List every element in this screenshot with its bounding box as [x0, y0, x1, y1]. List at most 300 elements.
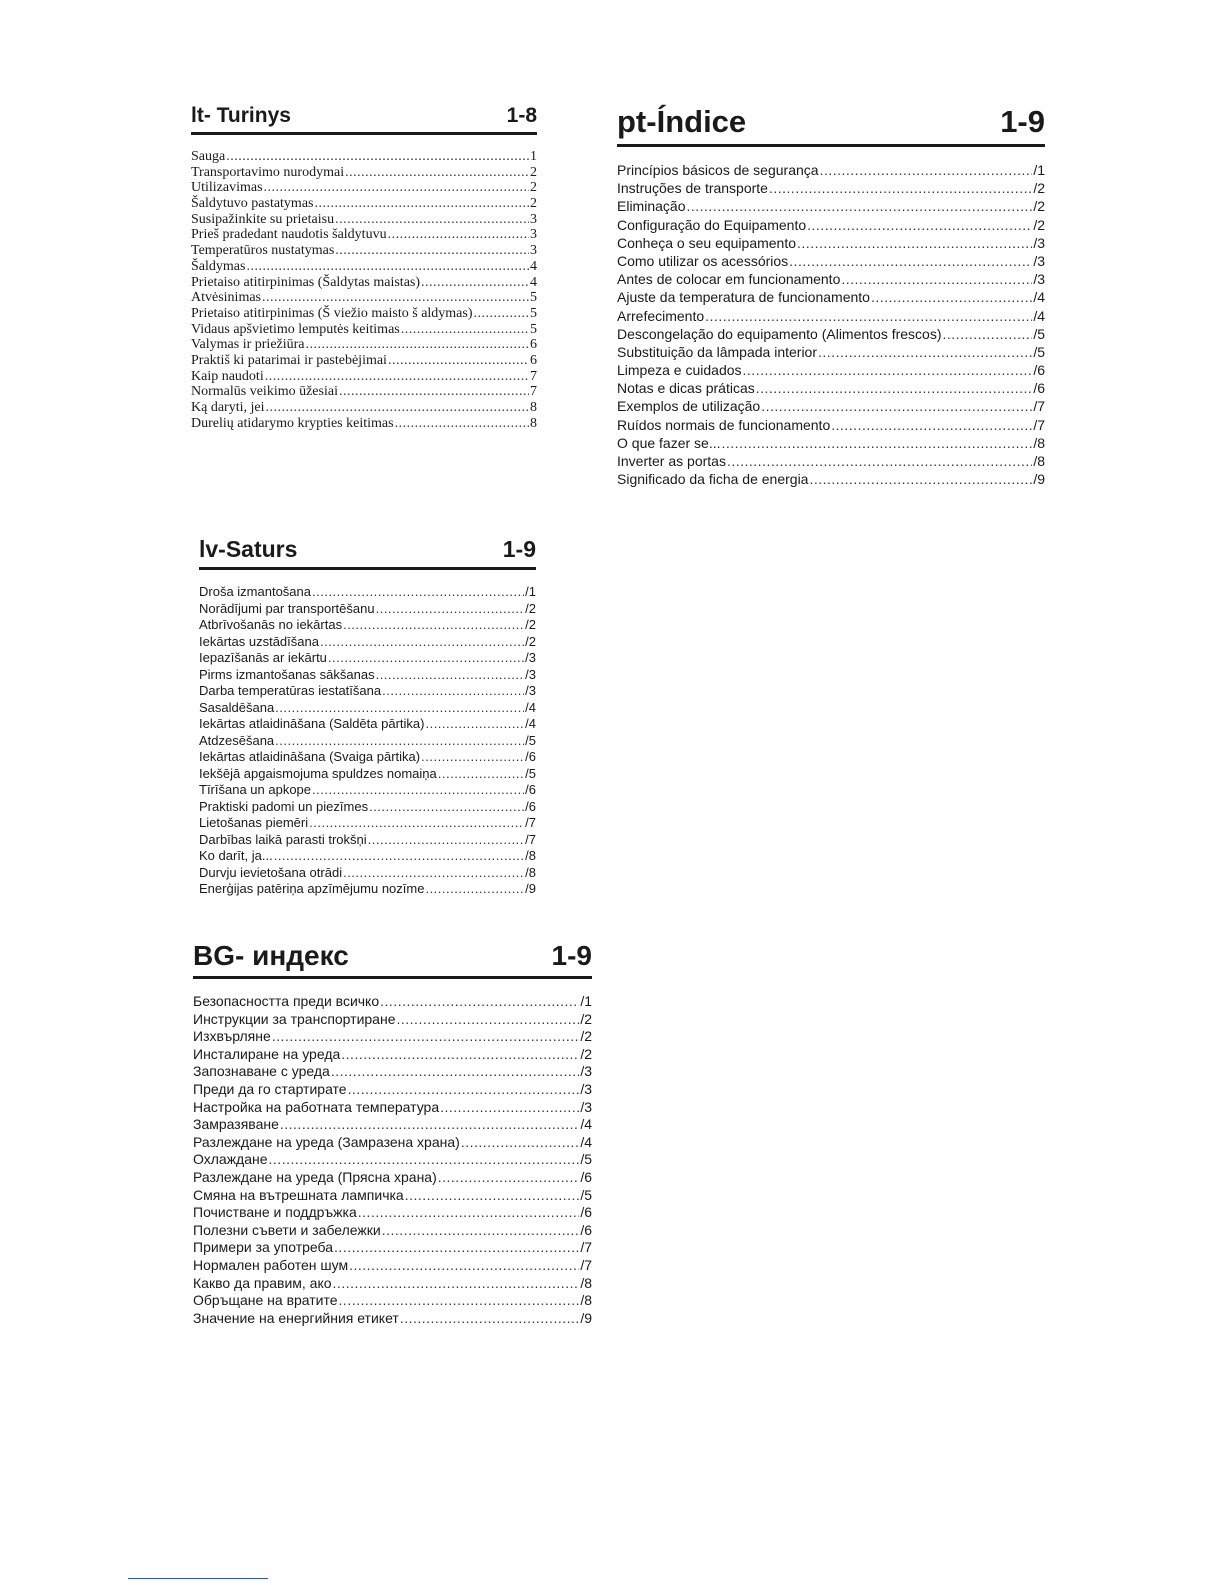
- toc-entry: [199, 634, 536, 651]
- toc-leader-dots: [272, 1028, 580, 1046]
- toc-entry: [193, 1063, 592, 1081]
- toc-leader-dots: [312, 782, 524, 799]
- toc-entry: [193, 1011, 592, 1029]
- toc-header: [193, 940, 592, 979]
- toc-leader-dots: [320, 634, 524, 651]
- toc-entry-page: 3: [530, 211, 537, 227]
- toc-leader-dots: [461, 1134, 580, 1152]
- toc-entry-title: Ko darīt, ja...: [199, 848, 273, 863]
- toc-entry-title: Conheça o seu equipamento: [617, 234, 797, 251]
- toc-entry-page: /5: [580, 1151, 592, 1168]
- toc-entry: [193, 1081, 592, 1099]
- toc-entry-title: Substituição da lâmpada interior: [617, 343, 818, 360]
- toc-entry: [617, 307, 1045, 325]
- toc-header: [617, 104, 1045, 147]
- toc-entry-title: Sauga: [191, 149, 226, 164]
- toc-entry: [199, 865, 536, 882]
- toc-entry: [617, 343, 1045, 361]
- toc-entry: [191, 243, 537, 259]
- toc-entry: [191, 369, 537, 385]
- toc-leader-dots: [727, 452, 1032, 470]
- toc-entry-title: Inverter as portas: [617, 453, 726, 469]
- toc-entry-page: 5: [530, 290, 537, 306]
- toc-entry-page: /9: [580, 1309, 592, 1326]
- toc-entry-title: Нормален работен шум: [193, 1256, 349, 1273]
- toc-leader-dots: [705, 307, 1032, 325]
- toc-leader-dots: [334, 1239, 579, 1257]
- toc-entry: [193, 1257, 592, 1275]
- toc-entry-title: Iekārtas uzstādīšana: [199, 633, 319, 649]
- toc-entry-page: /1: [1033, 162, 1045, 178]
- toc-leader-dots: [315, 196, 530, 212]
- toc-entry-page: /4: [525, 716, 536, 731]
- toc-entry-title: Ką daryti, jei: [191, 400, 265, 415]
- toc-leader-dots: [265, 400, 529, 416]
- toc-entry-title: Limpeza e cuidados: [617, 362, 742, 379]
- toc-leader-dots: [349, 1257, 579, 1275]
- toc-entry: [617, 252, 1045, 270]
- toc-entry: [199, 716, 536, 733]
- toc-entry: [617, 216, 1045, 234]
- toc-entry: [199, 766, 536, 783]
- toc-entry-page: /5: [525, 732, 536, 748]
- toc-leader-dots: [280, 1116, 579, 1134]
- toc-leader-dots: [348, 1081, 580, 1099]
- toc-leader-dots: [376, 601, 525, 618]
- toc-entry: [191, 212, 537, 228]
- toc-entry-page: /2: [525, 633, 536, 649]
- toc-entry-title: Примери за употреба: [193, 1239, 334, 1256]
- toc-entry-page: /6: [580, 1204, 592, 1221]
- toc-entry-title: O que fazer se...: [617, 434, 721, 451]
- toc-entry: [191, 275, 537, 291]
- toc-entry-page: 3: [530, 243, 537, 259]
- toc-entry-title: Temperatūros nustatymas: [191, 243, 335, 259]
- toc-entry-page: /9: [1033, 471, 1045, 488]
- toc-entry-page: /2: [525, 600, 536, 616]
- toc-entry-page: 8: [530, 415, 537, 431]
- toc-leader-dots: [275, 733, 524, 750]
- toc-entry-page: 5: [530, 305, 537, 321]
- toc-entry: [193, 1028, 592, 1046]
- toc-entry-page: /5: [1033, 325, 1045, 342]
- toc-leader-dots: [341, 1046, 579, 1064]
- toc-entry-page: /2: [580, 1028, 592, 1045]
- toc-entry-page: /6: [580, 1168, 592, 1185]
- toc-leader-dots: [401, 322, 529, 338]
- toc-leader-dots: [388, 353, 529, 369]
- toc-entry-title: Охлаждане: [193, 1151, 268, 1168]
- toc-bulgarian: [193, 940, 592, 1327]
- toc-entry-title: Kaip naudoti: [191, 368, 264, 384]
- toc-entry: [199, 617, 536, 634]
- toc-entry: [193, 1292, 592, 1310]
- toc-entry-title: Šaldytuvo pastatymas: [191, 196, 314, 212]
- toc-entry-page: /7: [1033, 398, 1045, 415]
- toc-entry-page: /3: [525, 683, 536, 698]
- toc-entry-page: /3: [580, 1098, 592, 1115]
- toc-entry-title: Iekšējā apgaismojuma spuldzes nomaiņa: [199, 765, 437, 781]
- toc-entry-title: Susipažinkite su prietaisu: [191, 211, 335, 227]
- toc-leader-dots: [400, 1310, 580, 1328]
- toc-entry-title: Notas e dicas práticas: [617, 380, 755, 397]
- toc-leader-dots: [761, 397, 1032, 415]
- toc-leader-dots: [440, 1099, 579, 1117]
- toc-leader-dots: [395, 416, 529, 432]
- toc-entry-page: /8: [580, 1292, 592, 1309]
- toc-leader-dots: [274, 848, 524, 865]
- toc-leader-dots: [380, 993, 579, 1011]
- toc-entry: [193, 1134, 592, 1152]
- toc-leader-dots: [343, 617, 524, 634]
- toc-entry-title: Atvėsinimas: [191, 290, 261, 306]
- toc-entry-title: Šaldymas: [191, 258, 246, 274]
- toc-lithuanian: [191, 104, 537, 431]
- toc-latvian: [199, 536, 536, 898]
- toc-header: [199, 536, 536, 570]
- toc-entry-page: /6: [525, 798, 536, 814]
- toc-entry-page: 4: [530, 258, 537, 274]
- toc-entry-title: Durvju ievietošana otrādi: [199, 864, 343, 880]
- toc-entry: [199, 733, 536, 750]
- toc-leader-dots: [797, 234, 1032, 252]
- toc-list: [617, 161, 1045, 488]
- toc-entry-title: Prietaiso atitirpinimas (Šaldytas maistas): [191, 274, 421, 290]
- toc-entry-title: Durelių atidarymo krypties keitimas: [191, 415, 394, 431]
- toc-entry: [617, 416, 1045, 434]
- toc-entry-page: /9: [525, 881, 536, 896]
- toc-entry-page: /4: [1033, 307, 1045, 324]
- toc-entry-title: Запознаване с уреда: [193, 1063, 330, 1080]
- toc-entry-page: /2: [525, 617, 536, 632]
- toc-entry: [193, 1275, 592, 1293]
- toc-entry: [617, 234, 1045, 252]
- toc-leader-dots: [265, 369, 529, 385]
- toc-leader-dots: [397, 1011, 580, 1029]
- toc-entry: [191, 306, 537, 322]
- toc-entry: [191, 259, 537, 275]
- toc-list: [199, 584, 536, 898]
- toc-entry-page: /6: [1033, 380, 1045, 397]
- toc-entry-page: /3: [580, 1063, 592, 1080]
- toc-list: [191, 149, 537, 431]
- toc-entry: [199, 667, 536, 684]
- toc-leader-dots: [306, 337, 529, 353]
- toc-leader-dots: [831, 416, 1032, 434]
- toc-leader-dots: [405, 1187, 580, 1205]
- toc-leader-dots: [425, 881, 524, 898]
- toc-entry: [617, 379, 1045, 397]
- toc-leader-dots: [331, 1063, 579, 1081]
- toc-entry-title: Обръщане на вратите: [193, 1292, 338, 1309]
- toc-entry: [193, 1310, 592, 1328]
- toc-entry: [193, 1204, 592, 1222]
- toc-entry-title: Ruídos normais de funcionamento: [617, 416, 831, 433]
- toc-entry: [199, 700, 536, 717]
- toc-entry: [193, 1187, 592, 1205]
- toc-entry-title: Como utilizar os acessórios: [617, 252, 789, 269]
- toc-entry-title: Lietošanas piemēri: [199, 815, 309, 830]
- toc-entry: [617, 434, 1045, 452]
- toc-leader-dots: [722, 434, 1033, 452]
- toc-entry-title: Iekārtas atlaidināšana (Svaiga pārtika): [199, 749, 421, 764]
- toc-entry-page: 2: [530, 164, 537, 180]
- toc-entry-page: /6: [525, 749, 536, 764]
- toc-entry: [191, 165, 537, 181]
- toc-entry-page: 7: [530, 384, 537, 400]
- toc-entry-title: Atbrīvošanās no iekārtas: [199, 617, 343, 632]
- toc-leader-dots: [438, 1169, 580, 1187]
- toc-entry-title: Преди да го стартирате: [193, 1080, 347, 1097]
- toc-entry-page: 6: [530, 337, 537, 353]
- toc-entry-page: /7: [525, 815, 536, 830]
- toc-leader-dots: [345, 165, 529, 181]
- toc-entry-title: Configuração do Equipamento: [617, 216, 807, 233]
- toc-entry: [617, 288, 1045, 306]
- toc-leader-dots: [425, 716, 524, 733]
- toc-entry-page: 4: [530, 274, 537, 290]
- toc-leader-dots: [421, 275, 529, 291]
- toc-leader-dots: [743, 361, 1033, 379]
- toc-page-range: 1-8: [506, 104, 537, 127]
- toc-entry: [199, 749, 536, 766]
- toc-portuguese: [617, 104, 1045, 488]
- toc-entry: [191, 290, 537, 306]
- toc-leader-dots: [789, 252, 1032, 270]
- toc-leader-dots: [309, 815, 524, 832]
- toc-entry: [199, 881, 536, 898]
- toc-entry-title: Tīrīšana un apkope: [199, 782, 312, 797]
- toc-entry: [191, 384, 537, 400]
- toc-entry-page: /8: [580, 1274, 592, 1291]
- toc-leader-dots: [369, 799, 524, 816]
- toc-entry: [199, 848, 536, 865]
- toc-entry: [617, 452, 1045, 470]
- toc-entry-title: Droša izmantošana: [199, 584, 311, 599]
- toc-entry: [199, 601, 536, 618]
- toc-entry-page: /5: [525, 765, 536, 781]
- toc-leader-dots: [343, 865, 524, 882]
- toc-entry: [199, 799, 536, 816]
- toc-entry-page: /2: [1033, 216, 1045, 233]
- toc-entry-page: 3: [530, 227, 537, 243]
- toc-leader-dots: [339, 1292, 580, 1310]
- toc-leader-dots: [275, 700, 524, 717]
- toc-entry-page: /7: [525, 831, 536, 847]
- toc-entry-page: 1: [530, 149, 537, 164]
- toc-entry-title: Transportavimo nurodymai: [191, 164, 345, 180]
- toc-entry: [617, 397, 1045, 415]
- toc-leader-dots: [438, 766, 524, 783]
- toc-entry-title: Enerģijas patēriņa apzīmējumu nozīme: [199, 881, 425, 896]
- toc-title: lt- Turinys: [191, 104, 291, 127]
- toc-leader-dots: [943, 325, 1033, 343]
- toc-title: lv-Saturs: [199, 536, 298, 562]
- toc-leader-dots: [333, 1275, 580, 1293]
- toc-entry-title: Arrefecimento: [617, 307, 705, 324]
- toc-entry: [193, 1099, 592, 1117]
- toc-entry-title: Significado da ficha de energia: [617, 471, 809, 488]
- toc-leader-dots: [358, 1204, 580, 1222]
- toc-entry: [199, 832, 536, 849]
- toc-entry-page: /7: [580, 1256, 592, 1273]
- toc-entry-page: /3: [580, 1080, 592, 1097]
- toc-page-range: 1-9: [502, 536, 536, 562]
- toc-entry: [199, 815, 536, 832]
- toc-entry-title: Prietaiso atitirpinimas (Š viežio maisto š aldymas): [191, 305, 473, 321]
- toc-entry-page: 2: [530, 196, 537, 212]
- toc-entry-page: /8: [525, 848, 536, 863]
- toc-entry: [193, 1169, 592, 1187]
- toc-entry: [199, 782, 536, 799]
- toc-entry-title: Разлеждане на уреда (Прясна храна): [193, 1168, 437, 1185]
- toc-entry: [617, 361, 1045, 379]
- toc-leader-dots: [809, 470, 1032, 488]
- toc-entry: [191, 337, 537, 353]
- toc-entry-title: Iepazīšanās ar iekārtu: [199, 650, 327, 665]
- toc-entry-title: Безопасността преди всичко: [193, 993, 380, 1009]
- toc-entry-page: /4: [1033, 289, 1045, 306]
- toc-entry: [193, 1151, 592, 1169]
- toc-entry: [193, 1046, 592, 1064]
- toc-leader-dots: [368, 832, 525, 849]
- toc-leader-dots: [264, 180, 529, 196]
- toc-title: pt-Índice: [617, 104, 747, 139]
- footer-link-underline: [128, 1578, 268, 1579]
- toc-leader-dots: [421, 749, 524, 766]
- toc-entry-page: /1: [580, 993, 592, 1009]
- toc-leader-dots: [312, 584, 524, 601]
- toc-entry-title: Настройка на работната температура: [193, 1098, 440, 1115]
- toc-page-range: 1-9: [1000, 104, 1045, 139]
- toc-entry-title: Ajuste da temperatura de funcionamento: [617, 289, 870, 306]
- toc-entry-page: /2: [1033, 198, 1045, 215]
- toc-entry-title: Princípios básicos de segurança: [617, 162, 819, 178]
- toc-entry-title: Pirms izmantošanas sākšanas: [199, 666, 375, 682]
- toc-entry: [617, 325, 1045, 343]
- toc-entry-title: Изхвърляне: [193, 1028, 271, 1045]
- toc-entry-title: Darbības laikā parasti trokšņi: [199, 831, 367, 847]
- toc-entry: [193, 1222, 592, 1240]
- toc-leader-dots: [376, 667, 525, 684]
- toc-entry-page: 7: [530, 368, 537, 384]
- toc-entry-page: 5: [530, 321, 537, 337]
- toc-entry: [617, 270, 1045, 288]
- toc-entry-page: 6: [530, 352, 537, 368]
- toc-entry-page: /2: [580, 1045, 592, 1062]
- toc-leader-dots: [269, 1151, 580, 1169]
- toc-entry: [191, 149, 537, 165]
- toc-entry-page: /3: [525, 650, 536, 665]
- toc-entry-title: Valymas ir priežiūra: [191, 337, 305, 353]
- toc-entry-page: /6: [1033, 362, 1045, 379]
- toc-leader-dots: [818, 343, 1032, 361]
- toc-entry-title: Descongelação do equipamento (Alimentos frescos): [617, 325, 942, 342]
- toc-header: [191, 104, 537, 135]
- toc-entry: [199, 683, 536, 700]
- toc-leader-dots: [226, 149, 529, 165]
- toc-entry-page: /3: [1033, 271, 1045, 288]
- toc-leader-dots: [807, 216, 1032, 234]
- toc-entry-page: /3: [1033, 252, 1045, 269]
- toc-entry-page: /6: [525, 782, 536, 797]
- toc-entry-page: /6: [580, 1221, 592, 1238]
- toc-entry-title: Eliminação: [617, 198, 686, 215]
- toc-entry-title: Инсталиране на уреда: [193, 1045, 341, 1062]
- toc-entry-title: Полезни съвети и забележки: [193, 1221, 381, 1238]
- toc-entry-page: /5: [580, 1186, 592, 1203]
- toc-page-range: 1-9: [551, 940, 592, 971]
- toc-entry-title: Prieš pradedant naudotis šaldytuvu: [191, 227, 387, 243]
- toc-entry-title: Instruções de transporte: [617, 180, 768, 197]
- toc-entry: [193, 993, 592, 1011]
- toc-entry: [191, 322, 537, 338]
- toc-entry: [191, 416, 537, 432]
- toc-entry-title: Praktiš ki patarimai ir pastebėjimai: [191, 352, 387, 368]
- toc-entry-title: Darba temperatūras iestatīšana: [199, 683, 382, 698]
- toc-entry-page: /4: [580, 1116, 592, 1133]
- toc-entry-title: Antes de colocar em funcionamento: [617, 271, 841, 288]
- toc-entry-title: Sasaldēšana: [199, 699, 275, 715]
- toc-entry-title: Значение на енергийния етикет: [193, 1309, 399, 1326]
- toc-entry: [191, 196, 537, 212]
- toc-entry: [191, 400, 537, 416]
- toc-leader-dots: [246, 259, 529, 275]
- toc-title: BG- индекс: [193, 940, 349, 971]
- toc-entry: [617, 161, 1045, 179]
- toc-entry-title: Разлеждане на уреда (Замразена храна): [193, 1133, 460, 1150]
- toc-leader-dots: [339, 384, 529, 400]
- toc-leader-dots: [382, 1222, 580, 1240]
- toc-entry: [193, 1116, 592, 1134]
- toc-leader-dots: [328, 650, 524, 667]
- toc-entry-page: /2: [580, 1010, 592, 1027]
- toc-entry-page: /3: [525, 666, 536, 682]
- toc-entry-title: Norādījumi par transportēšanu: [199, 600, 375, 616]
- toc-entry-title: Vidaus apšvietimo lemputės keitimas: [191, 321, 400, 337]
- toc-leader-dots: [769, 179, 1032, 197]
- toc-entry: [617, 197, 1045, 215]
- toc-entry-title: Exemplos de utilização: [617, 398, 761, 415]
- toc-entry: [191, 353, 537, 369]
- toc-leader-dots: [871, 288, 1032, 306]
- toc-entry-title: Praktiski padomi un piezīmes: [199, 798, 369, 814]
- toc-entry-page: /4: [525, 699, 536, 715]
- toc-entry-page: /7: [1033, 416, 1045, 433]
- toc-leader-dots: [756, 379, 1033, 397]
- toc-entry: [199, 650, 536, 667]
- toc-entry-page: /4: [580, 1133, 592, 1150]
- toc-entry-page: /2: [1033, 180, 1045, 197]
- toc-entry-title: Какво да правим, ако: [193, 1274, 332, 1291]
- toc-entry-title: Atdzesēšana: [199, 732, 275, 748]
- toc-entry: [199, 584, 536, 601]
- toc-leader-dots: [686, 197, 1032, 215]
- toc-leader-dots: [335, 243, 529, 259]
- toc-entry-page: /8: [525, 864, 536, 880]
- toc-entry-page: 2: [530, 180, 537, 196]
- toc-leader-dots: [262, 290, 529, 306]
- toc-entry-title: Utilizavimas: [191, 180, 263, 196]
- toc-entry-page: /8: [1033, 453, 1045, 469]
- toc-leader-dots: [820, 161, 1033, 179]
- toc-entry: [617, 179, 1045, 197]
- toc-leader-dots: [388, 227, 529, 243]
- toc-leader-dots: [474, 306, 529, 322]
- toc-entry-page: /7: [580, 1239, 592, 1256]
- toc-entry: [193, 1239, 592, 1257]
- toc-entry-title: Normalūs veikimo ūžesiai: [191, 384, 338, 400]
